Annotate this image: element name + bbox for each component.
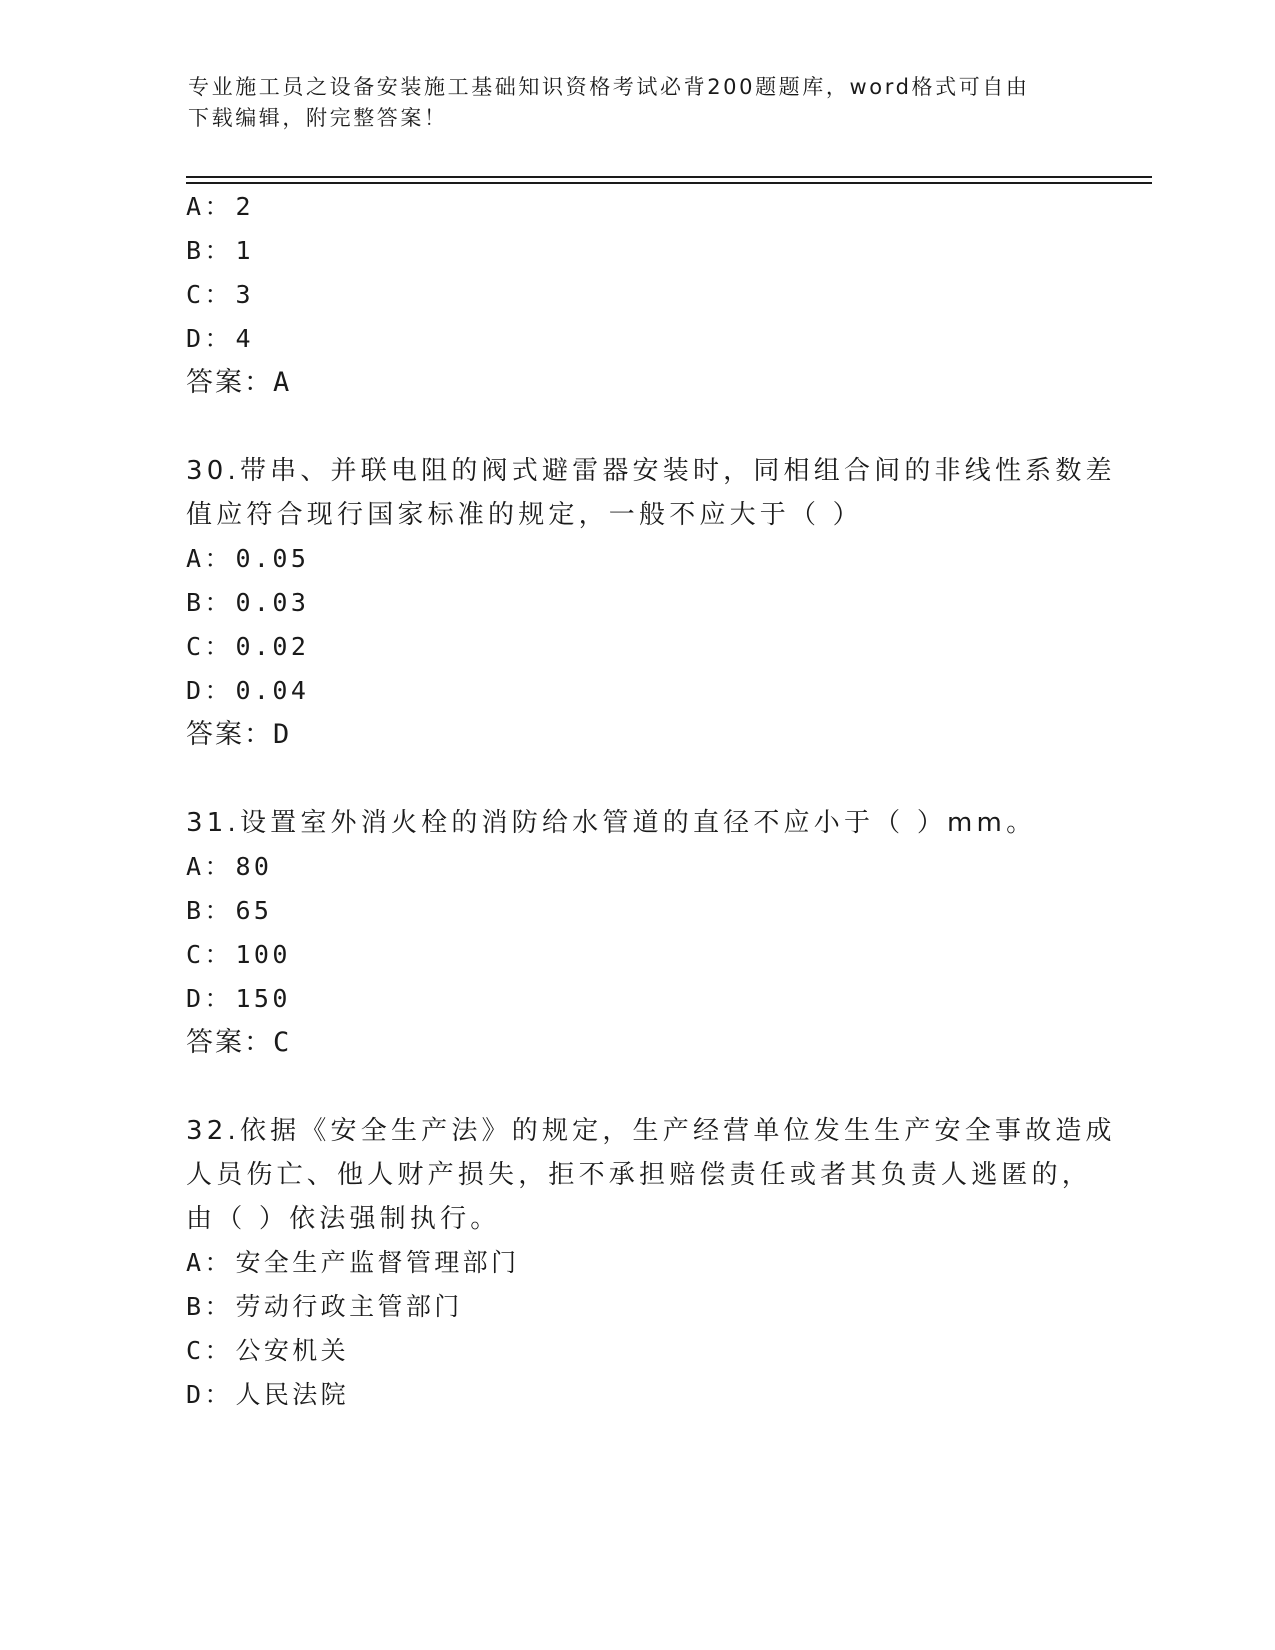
q30-option-d: D：0.04 (186, 676, 310, 705)
header-rule-bottom (186, 182, 1152, 184)
q31-option-d: D：150 (186, 984, 291, 1013)
q29-option-c: C：3 (186, 280, 254, 309)
q31-answer: 答案：C (186, 1027, 292, 1058)
q32-option-c: C：公安机关 (186, 1336, 350, 1365)
q29-option-b: B：1 (186, 236, 254, 265)
header-line-1: 专业施工员之设备安装施工基础知识资格考试必背200题题库，word格式可自由 (188, 75, 1030, 99)
q31-option-a: A：80 (186, 852, 273, 881)
header-line-2: 下载编辑，附完整答案！ (188, 106, 448, 130)
document-header (188, 72, 1068, 134)
q32-text-line-3: 由（ ）依法强制执行。 (186, 1204, 501, 1234)
q32-text-line-1: 32.依据《安全生产法》的规定，生产经营单位发生生产安全事故造成 (186, 1116, 1116, 1146)
q30-option-b: B：0.03 (186, 588, 310, 617)
q29-option-d: D：4 (186, 324, 254, 353)
header-rule-top (186, 176, 1152, 178)
q30-option-c: C：0.02 (186, 632, 310, 661)
q30-option-a: A：0.05 (186, 544, 310, 573)
q29-option-a: A：2 (186, 192, 254, 221)
q32-option-b: B：劳动行政主管部门 (186, 1292, 463, 1321)
q30-text-line-1: 30.带串、并联电阻的阀式避雷器安装时，同相组合间的非线性系数差 (186, 456, 1116, 486)
q29-answer: 答案：A (186, 367, 292, 398)
q30-answer: 答案：D (186, 719, 292, 750)
q31-option-c: C：100 (186, 940, 291, 969)
q32-option-a: A：安全生产监督管理部门 (186, 1248, 520, 1277)
q32-option-d: D：人民法院 (186, 1380, 350, 1409)
q30-text-line-2: 值应符合现行国家标准的规定，一般不应大于（ ） (186, 500, 863, 530)
q31-option-b: B：65 (186, 896, 273, 925)
q32-text-line-2: 人员伤亡、他人财产损失，拒不承担赔偿责任或者其负责人逃匿的， (186, 1160, 1093, 1190)
q31-text-line-1: 31.设置室外消火栓的消防给水管道的直径不应小于（ ）mm。 (186, 808, 1037, 838)
